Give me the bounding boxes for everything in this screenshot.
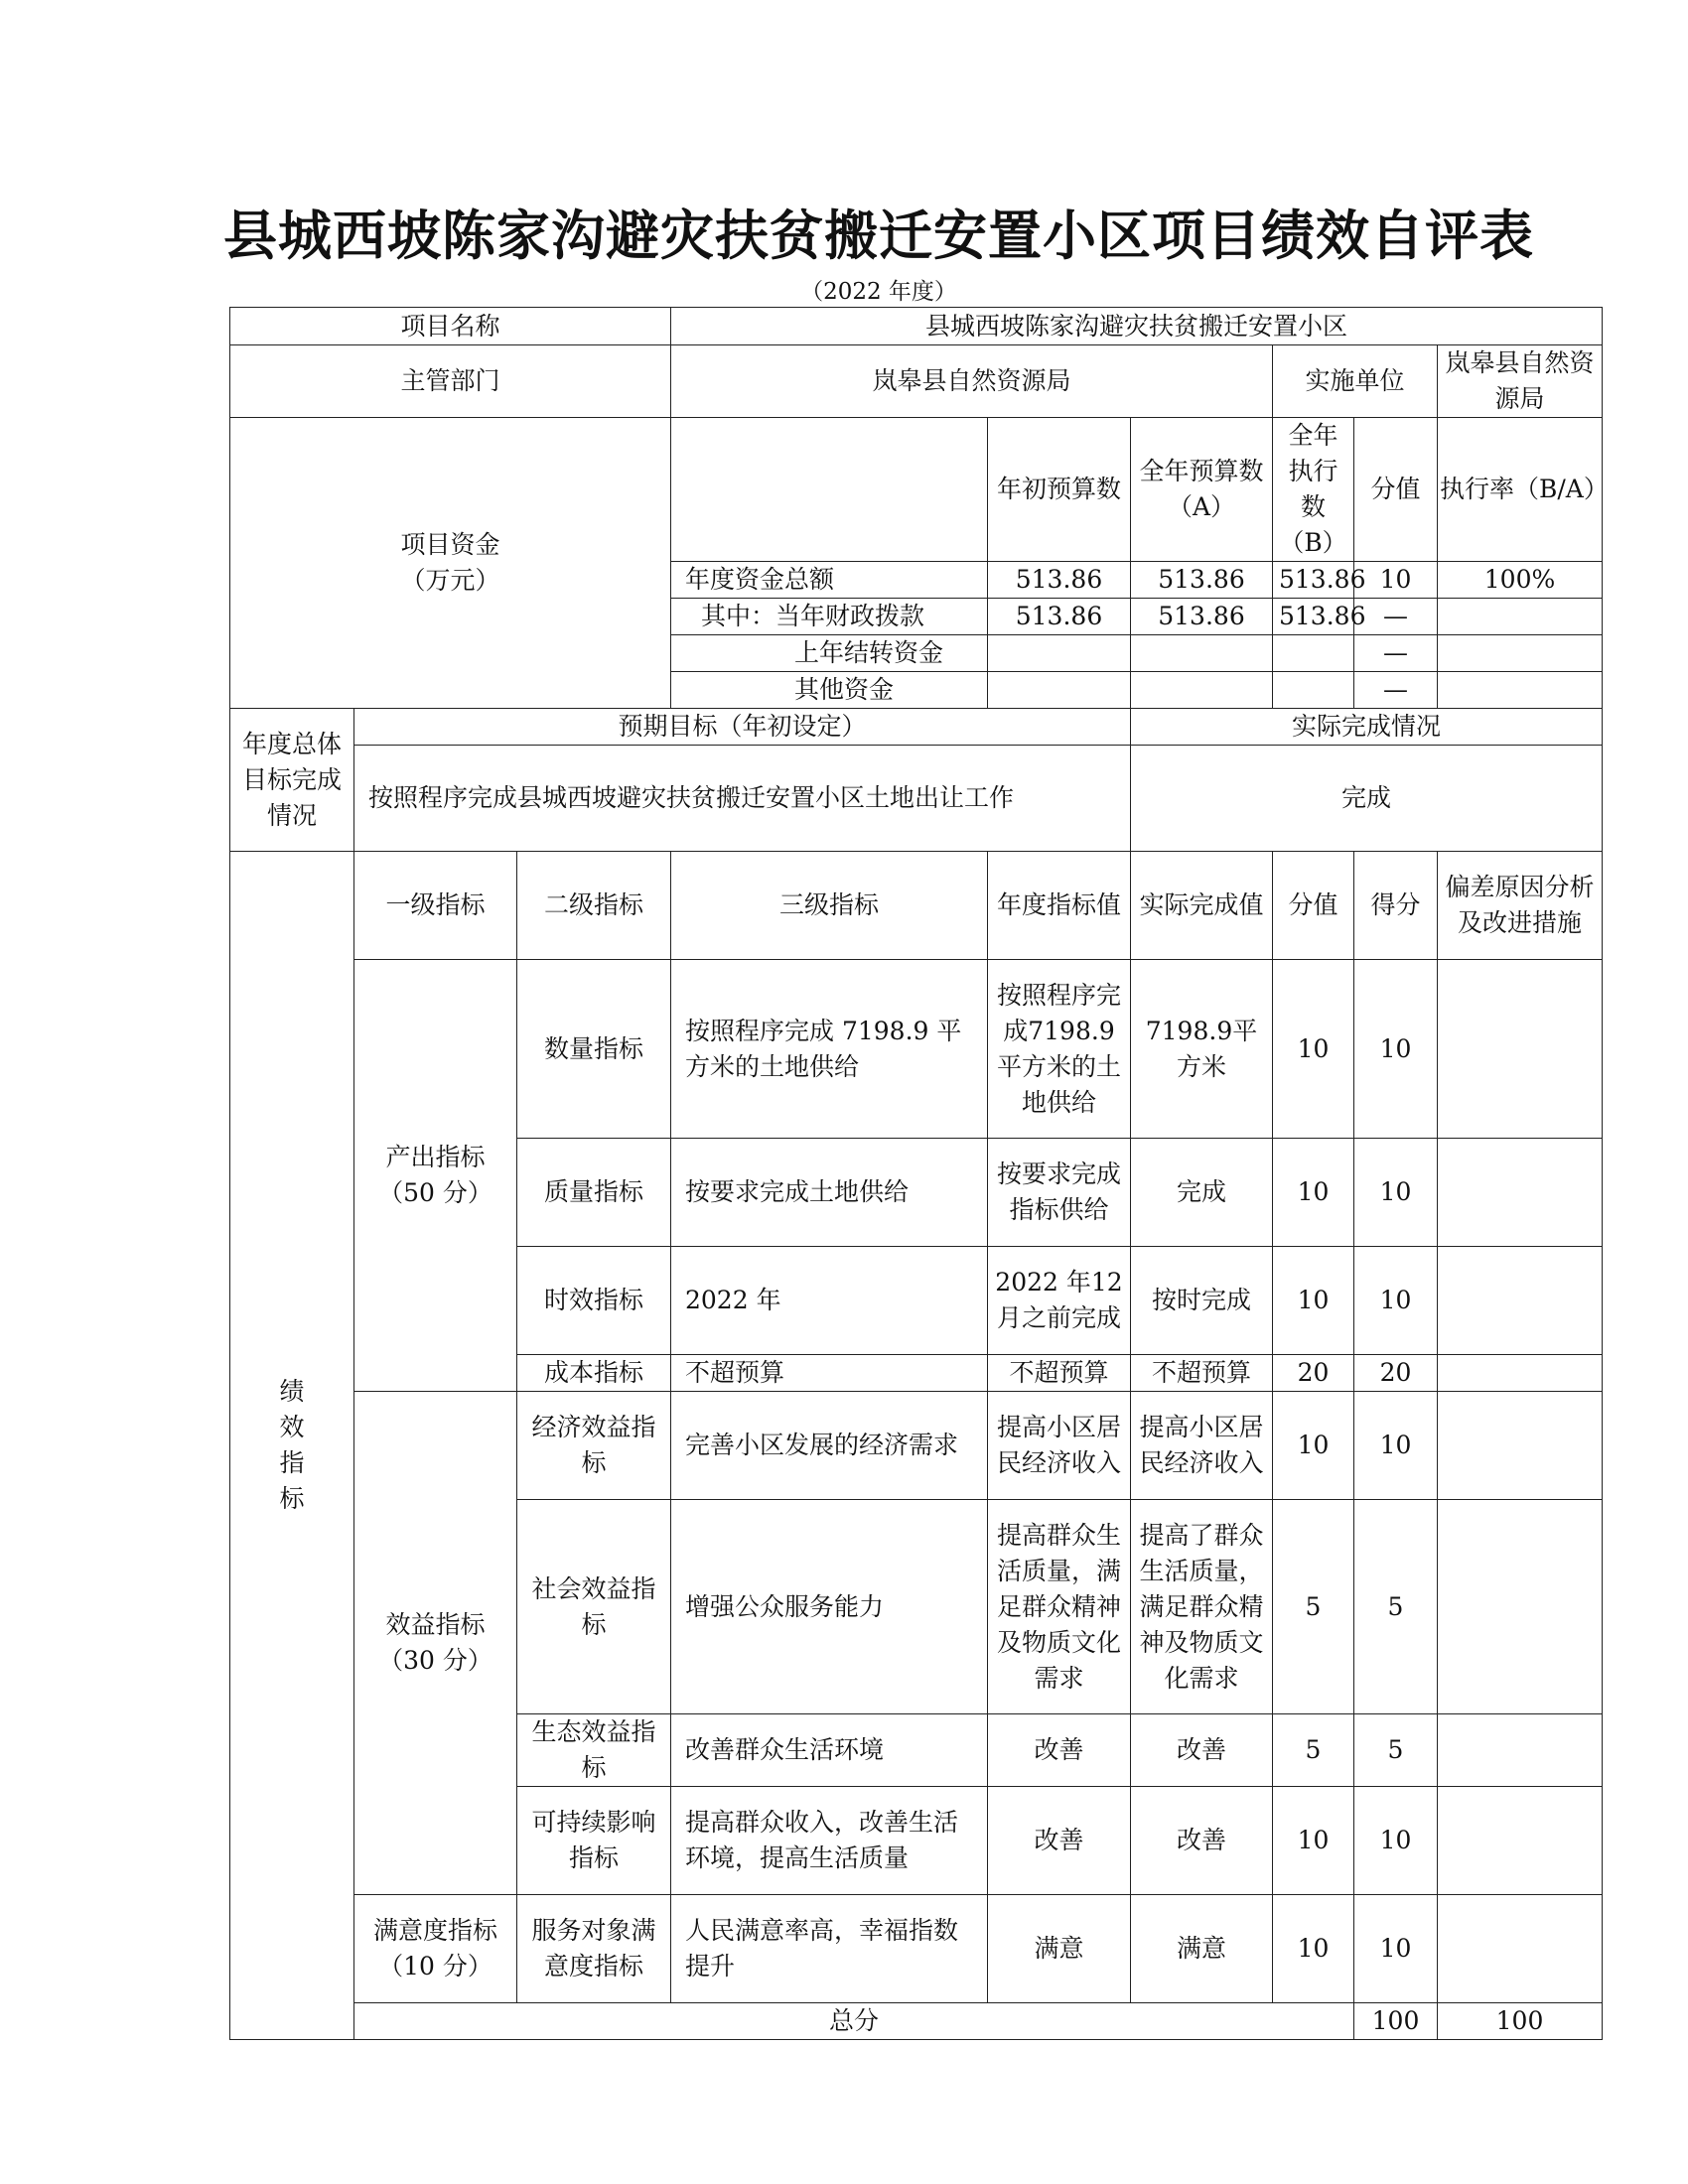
funds-row-rate [1438, 599, 1603, 635]
funds-row-name: 上年结转资金 [671, 635, 988, 672]
funds-row-rate: 100% [1438, 562, 1603, 599]
cell-deviation [1438, 1714, 1603, 1787]
cell-deviation [1438, 1787, 1603, 1895]
cell-level2: 质量指标 [517, 1139, 671, 1247]
header-deviation: 偏差原因分析及改进措施 [1438, 852, 1603, 960]
cell-score-value: 10 [1273, 1895, 1354, 2003]
funds-row-score-value: 10 [1354, 562, 1438, 599]
cell-score-value: 10 [1273, 1392, 1354, 1500]
cell-score-value: 10 [1273, 1247, 1354, 1355]
funds-label-text: 项目资金 [400, 530, 500, 559]
cell-deviation [1438, 960, 1603, 1139]
cell-level3: 2022 年 [671, 1247, 988, 1355]
funds-unit: （万元） [400, 566, 500, 595]
cell-score-value: 20 [1273, 1355, 1354, 1392]
cell-score: 10 [1354, 1392, 1438, 1500]
dept-label: 主管部门 [230, 345, 671, 418]
cell-actual: 改善 [1131, 1787, 1273, 1895]
funds-row-name: 其他资金 [671, 672, 988, 709]
funds-row-budget: 513.86 [1131, 599, 1273, 635]
cell-level2: 成本指标 [517, 1355, 671, 1392]
funds-row-initial [988, 635, 1131, 672]
dept-value: 岚皋县自然资源局 [671, 345, 1273, 418]
cell-score: 20 [1354, 1355, 1438, 1392]
cell-score: 5 [1354, 1500, 1438, 1714]
goals-actual-text: 完成 [1131, 746, 1603, 852]
performance-label [230, 852, 354, 2040]
evaluation-table [229, 307, 1609, 2040]
cell-level3: 人民满意率高，幸福指数提升 [671, 1895, 988, 2003]
cell-level2: 时效指标 [517, 1247, 671, 1355]
cell-score-value: 10 [1273, 1139, 1354, 1247]
cell-annual: 改善 [988, 1787, 1131, 1895]
funds-row-executed [1273, 672, 1354, 709]
funds-header-rate: 执行率（B/A） [1438, 418, 1603, 562]
funds-row-score-value: — [1354, 672, 1438, 709]
funds-row-executed [1273, 635, 1354, 672]
cell-annual: 2022 年12 月之前完成 [988, 1247, 1131, 1355]
funds-row-budget [1131, 672, 1273, 709]
cell-actual: 提高小区居民经济收入 [1131, 1392, 1273, 1500]
page-title: 县城西坡陈家沟避灾扶贫搬迁安置小区项目绩效自评表 [223, 205, 1534, 267]
goals-label: 年度总体目标完成情况 [230, 709, 354, 852]
funds-row-score-value: — [1354, 599, 1438, 635]
goals-expected-header: 预期目标（年初设定） [354, 709, 1131, 746]
cell-annual: 按照程序完成7198.9 平方米的土地供给 [988, 960, 1131, 1139]
funds-row-score-value: — [1354, 635, 1438, 672]
cell-score: 10 [1354, 1139, 1438, 1247]
cell-level2: 服务对象满意度指标 [517, 1895, 671, 2003]
header-score: 得分 [1354, 852, 1438, 960]
goals-expected-text: 按照程序完成县城西坡避灾扶贫搬迁安置小区土地出让工作 [354, 746, 1131, 852]
cell-actual: 完成 [1131, 1139, 1273, 1247]
satisfaction-group: 满意度指标（10 分） [354, 1895, 517, 2003]
header-level3: 三级指标 [671, 852, 988, 960]
cell-actual: 7198.9平方米 [1131, 960, 1273, 1139]
cell-score-value: 10 [1273, 960, 1354, 1139]
cell-level3: 按要求完成土地供给 [671, 1139, 988, 1247]
cell-annual: 不超预算 [988, 1355, 1131, 1392]
header-score-value: 分值 [1273, 852, 1354, 960]
cell-score-value: 10 [1273, 1787, 1354, 1895]
cell-level2: 经济效益指标 [517, 1392, 671, 1500]
impl-value: 岚皋县自然资源局 [1438, 345, 1603, 418]
cell-annual: 改善 [988, 1714, 1131, 1787]
cell-level2: 社会效益指标 [517, 1500, 671, 1714]
cell-score: 10 [1354, 960, 1438, 1139]
cell-actual: 按时完成 [1131, 1247, 1273, 1355]
cell-actual: 改善 [1131, 1714, 1273, 1787]
funds-row-name: 其中：当年财政拨款 [671, 599, 988, 635]
funds-row-executed: 513.86 [1273, 599, 1354, 635]
header-level1: 一级指标 [354, 852, 517, 960]
cell-actual: 不超预算 [1131, 1355, 1273, 1392]
project-name-label: 项目名称 [230, 308, 671, 345]
funds-row-rate [1438, 672, 1603, 709]
cell-level3: 按照程序完成 7198.9 平方米的土地供给 [671, 960, 988, 1139]
funds-header-initial: 年初预算数 [988, 418, 1131, 562]
cell-annual: 提高群众生活质量，满足群众精神及物质文化需求 [988, 1500, 1131, 1714]
funds-header-executed: 全年执行数（B） [1273, 418, 1354, 562]
impl-label: 实施单位 [1273, 345, 1438, 418]
funds-row-initial: 513.86 [988, 562, 1131, 599]
cell-score-value: 5 [1273, 1500, 1354, 1714]
cell-deviation [1438, 1500, 1603, 1714]
cell-score: 10 [1354, 1787, 1438, 1895]
performance-label-text: 绩效指标 [279, 1377, 305, 1513]
funds-row-initial: 513.86 [988, 599, 1131, 635]
table-row [230, 960, 1603, 1139]
cell-score: 10 [1354, 1247, 1438, 1355]
header-level2: 二级指标 [517, 852, 671, 960]
year-label: （2022 年度） [800, 279, 957, 305]
benefit-group: 效益指标（30 分） [354, 1392, 517, 1895]
cell-annual: 满意 [988, 1895, 1131, 2003]
total-score: 100 [1438, 2003, 1603, 2040]
header-annual: 年度指标值 [988, 852, 1131, 960]
funds-label [230, 418, 671, 709]
funds-header-budget: 全年预算数（A） [1131, 418, 1273, 562]
funds-row-rate [1438, 635, 1603, 672]
cell-level3: 提高群众收入，改善生活环境，提高生活质量 [671, 1787, 988, 1895]
project-name-value: 县城西坡陈家沟避灾扶贫搬迁安置小区 [671, 308, 1603, 345]
cell-level2: 数量指标 [517, 960, 671, 1139]
cell-level3: 不超预算 [671, 1355, 988, 1392]
cell-deviation [1438, 1247, 1603, 1355]
table-row [230, 1392, 1603, 1500]
cell-score: 10 [1354, 1895, 1438, 2003]
goals-actual-header: 实际完成情况 [1131, 709, 1603, 746]
cell-deviation [1438, 1139, 1603, 1247]
funds-row-name: 年度资金总额 [671, 562, 988, 599]
funds-row-initial [988, 672, 1131, 709]
cell-level2: 生态效益指标 [517, 1714, 671, 1787]
total-score-value: 100 [1354, 2003, 1438, 2040]
total-row [230, 2003, 1603, 2040]
output-group: 产出指标（50 分） [354, 960, 517, 1392]
table-row [230, 1895, 1603, 2003]
funds-row-budget: 513.86 [1131, 562, 1273, 599]
funds-row-budget [1131, 635, 1273, 672]
cell-actual: 满意 [1131, 1895, 1273, 2003]
funds-row-executed: 513.86 [1273, 562, 1354, 599]
funds-header-blank [671, 418, 988, 562]
cell-annual: 提高小区居民经济收入 [988, 1392, 1131, 1500]
cell-level2: 可持续影响指标 [517, 1787, 671, 1895]
cell-level3: 完善小区发展的经济需求 [671, 1392, 988, 1500]
header-actual: 实际完成值 [1131, 852, 1273, 960]
cell-score-value: 5 [1273, 1714, 1354, 1787]
cell-annual: 按要求完成指标供给 [988, 1139, 1131, 1247]
cell-deviation [1438, 1895, 1603, 2003]
cell-level3: 改善群众生活环境 [671, 1714, 988, 1787]
cell-level3: 增强公众服务能力 [671, 1500, 988, 1714]
cell-actual: 提高了群众生活质量，满足群众精神及物质文化需求 [1131, 1500, 1273, 1714]
cell-deviation [1438, 1355, 1603, 1392]
cell-score: 5 [1354, 1714, 1438, 1787]
cell-deviation [1438, 1392, 1603, 1500]
total-label: 总分 [354, 2003, 1354, 2040]
funds-header-score-value: 分值 [1354, 418, 1438, 562]
